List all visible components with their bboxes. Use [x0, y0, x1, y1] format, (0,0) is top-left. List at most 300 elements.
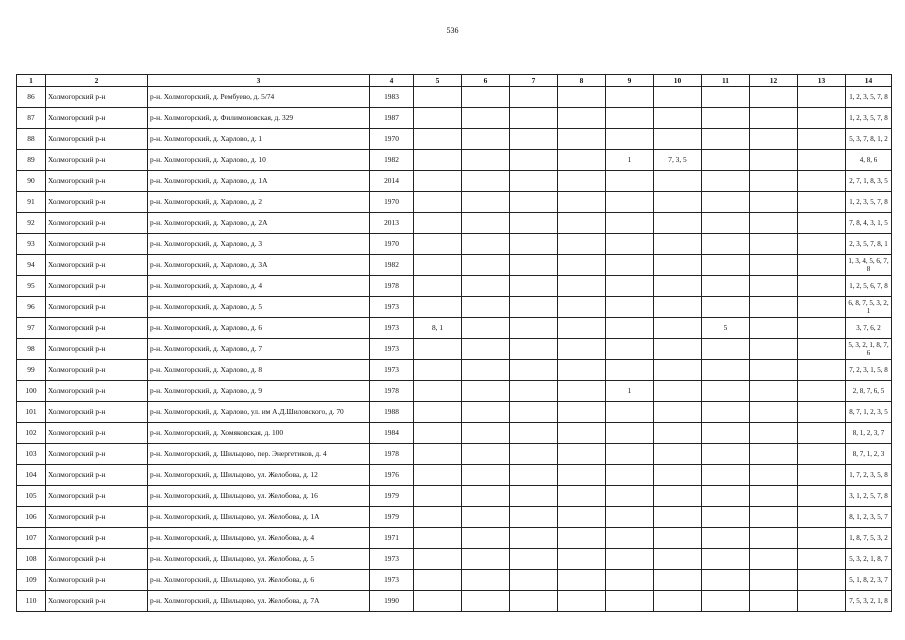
table-row: [17, 423, 892, 444]
table-cell-col-14: 2, 3, 5, 7, 8, 1: [846, 234, 892, 255]
table-cell-col-3: р-н. Холмогорский, д. Шильцово, ул. Желобова, д. 12: [148, 465, 370, 486]
table-cell-col-7: [510, 129, 558, 150]
table-cell-col-4: 1970: [370, 234, 414, 255]
table-cell-col-1: 94: [17, 255, 46, 276]
table-cell-col-5: [414, 276, 462, 297]
table-cell-col-5: [414, 528, 462, 549]
page-number: 536: [446, 26, 459, 35]
table-cell-col-9: [606, 192, 654, 213]
table-cell-col-11: [702, 465, 750, 486]
table-cell-col-9: [606, 297, 654, 318]
table-cell-col-13: [798, 444, 846, 465]
table-cell-col-12: [750, 528, 798, 549]
table-cell-col-13: [798, 570, 846, 591]
table-row: [17, 171, 892, 192]
table-cell-col-4: 1987: [370, 108, 414, 129]
table-cell-col-9: [606, 339, 654, 360]
table-cell-col-12: [750, 87, 798, 108]
table-cell-col-6: [462, 360, 510, 381]
table-cell-col-13: [798, 402, 846, 423]
table-cell-col-4: 1990: [370, 591, 414, 612]
table-cell-col-14: 3, 7, 6, 2: [846, 318, 892, 339]
table-cell-col-3: р-н. Холмогорский, д. Харлово, д. 9: [148, 381, 370, 402]
table-cell-col-1: 101: [17, 402, 46, 423]
table-cell-col-4: 1970: [370, 129, 414, 150]
table-cell-col-13: [798, 591, 846, 612]
table-cell-col-6: [462, 381, 510, 402]
table-cell-col-2: Холмогорский р-н: [46, 234, 148, 255]
table-cell-col-2: Холмогорский р-н: [46, 213, 148, 234]
table-cell-col-4: 1983: [370, 87, 414, 108]
table-row: [17, 528, 892, 549]
table-cell-col-7: [510, 171, 558, 192]
table-cell-col-3: р-н. Холмогорский, д. Харлово, д. 4: [148, 276, 370, 297]
table-row: [17, 318, 892, 339]
table-cell-col-13: [798, 171, 846, 192]
table-cell-col-4: 1970: [370, 192, 414, 213]
table-header-row: [17, 75, 892, 87]
table-cell-col-12: [750, 129, 798, 150]
table-cell-col-9: [606, 549, 654, 570]
table-row: [17, 276, 892, 297]
table-cell-col-2: Холмогорский р-н: [46, 423, 148, 444]
table-cell-col-9: [606, 465, 654, 486]
table-cell-col-3: р-н. Холмогорский, д. Филимоновская, д. 329: [148, 108, 370, 129]
table-cell-col-12: [750, 486, 798, 507]
table-cell-col-14: 8, 1, 2, 3, 7: [846, 423, 892, 444]
table-cell-col-6: [462, 507, 510, 528]
table-cell-col-3: р-н. Холмогорский, д. Шильцово, пер. Энергетиков, д. 4: [148, 444, 370, 465]
table-cell-col-13: [798, 213, 846, 234]
table-cell-col-6: [462, 150, 510, 171]
table-cell-col-8: [558, 213, 606, 234]
table-cell-col-8: [558, 402, 606, 423]
table-cell-col-14: 1, 3, 4, 5, 6, 7, 8: [846, 255, 892, 276]
table-cell-col-1: 87: [17, 108, 46, 129]
table-cell-col-6: [462, 591, 510, 612]
table-cell-col-10: [654, 255, 702, 276]
table-cell-col-9: [606, 591, 654, 612]
table-cell-col-12: [750, 360, 798, 381]
table-cell-col-2: Холмогорский р-н: [46, 192, 148, 213]
table-cell-col-8: [558, 150, 606, 171]
table-cell-col-13: [798, 507, 846, 528]
table-cell-col-13: [798, 192, 846, 213]
table-cell-col-4: 1978: [370, 276, 414, 297]
table-cell-col-6: [462, 486, 510, 507]
table-cell-col-12: [750, 297, 798, 318]
table-row: [17, 213, 892, 234]
column-header: 8: [558, 75, 606, 87]
table-row: [17, 465, 892, 486]
table-cell-col-10: [654, 549, 702, 570]
table-cell-col-14: 7, 2, 3, 1, 5, 8: [846, 360, 892, 381]
table-cell-col-5: [414, 129, 462, 150]
table-cell-col-14: 5, 3, 7, 8, 1, 2: [846, 129, 892, 150]
table-cell-col-13: [798, 549, 846, 570]
table-cell-col-5: 8, 1: [414, 318, 462, 339]
table-cell-col-12: [750, 507, 798, 528]
table-cell-col-13: [798, 255, 846, 276]
table-cell-col-12: [750, 465, 798, 486]
table-cell-col-14: 5, 1, 8, 2, 3, 7: [846, 570, 892, 591]
table-cell-col-12: [750, 591, 798, 612]
table-cell-col-9: [606, 108, 654, 129]
table-cell-col-11: [702, 150, 750, 171]
table-row: [17, 192, 892, 213]
table-cell-col-5: [414, 570, 462, 591]
table-cell-col-6: [462, 339, 510, 360]
table-cell-col-13: [798, 339, 846, 360]
table-cell-col-10: [654, 339, 702, 360]
table-cell-col-4: 1978: [370, 444, 414, 465]
table-cell-col-8: [558, 528, 606, 549]
table-cell-col-3: р-н. Холмогорский, д. Шильцово, ул. Желобова, д. 5: [148, 549, 370, 570]
table-cell-col-1: 97: [17, 318, 46, 339]
table-cell-col-8: [558, 171, 606, 192]
table-cell-col-4: 1979: [370, 507, 414, 528]
table-cell-col-5: [414, 213, 462, 234]
table-cell-col-2: Холмогорский р-н: [46, 528, 148, 549]
table-cell-col-14: 1, 2, 3, 5, 7, 8: [846, 192, 892, 213]
table-cell-col-14: 5, 3, 2, 1, 8, 7, 6: [846, 339, 892, 360]
table-cell-col-11: [702, 570, 750, 591]
table-row: [17, 255, 892, 276]
table-cell-col-10: [654, 129, 702, 150]
table-cell-col-11: [702, 528, 750, 549]
table-cell-col-8: [558, 318, 606, 339]
table-cell-col-2: Холмогорский р-н: [46, 507, 148, 528]
table-cell-col-11: [702, 486, 750, 507]
table-cell-col-12: [750, 318, 798, 339]
table-cell-col-10: [654, 213, 702, 234]
table-cell-col-2: Холмогорский р-н: [46, 255, 148, 276]
table-cell-col-10: [654, 423, 702, 444]
table-cell-col-8: [558, 591, 606, 612]
table-cell-col-1: 96: [17, 297, 46, 318]
table-cell-col-11: 5: [702, 318, 750, 339]
table-cell-col-4: 1973: [370, 339, 414, 360]
table-cell-col-11: [702, 297, 750, 318]
table-cell-col-5: [414, 297, 462, 318]
table-cell-col-4: 1973: [370, 549, 414, 570]
table-row: [17, 507, 892, 528]
table-cell-col-6: [462, 276, 510, 297]
table-cell-col-3: р-н. Холмогорский, д. Харлово, д. 5: [148, 297, 370, 318]
table-cell-col-13: [798, 465, 846, 486]
table-cell-col-4: 1973: [370, 570, 414, 591]
table-cell-col-7: [510, 549, 558, 570]
table-cell-col-1: 105: [17, 486, 46, 507]
table-cell-col-3: р-н. Холмогорский, д. Харлово, д. 6: [148, 318, 370, 339]
table-body: [17, 87, 892, 612]
table-cell-col-13: [798, 129, 846, 150]
table-row: [17, 150, 892, 171]
table-cell-col-1: 103: [17, 444, 46, 465]
table-cell-col-14: 7, 8, 4, 3, 1, 5: [846, 213, 892, 234]
table-cell-col-5: [414, 360, 462, 381]
table-cell-col-11: [702, 339, 750, 360]
table-cell-col-7: [510, 339, 558, 360]
column-header: 2: [46, 75, 148, 87]
table-cell-col-10: [654, 171, 702, 192]
table-cell-col-13: [798, 486, 846, 507]
table-cell-col-7: [510, 570, 558, 591]
table-row: [17, 129, 892, 150]
table-cell-col-6: [462, 171, 510, 192]
table-cell-col-13: [798, 150, 846, 171]
table-cell-col-14: 6, 8, 7, 5, 3, 2, 1: [846, 297, 892, 318]
table-row: [17, 339, 892, 360]
table-cell-col-14: 2, 7, 1, 8, 3, 5: [846, 171, 892, 192]
table-cell-col-9: [606, 171, 654, 192]
table-cell-col-11: [702, 192, 750, 213]
table-cell-col-12: [750, 213, 798, 234]
table-cell-col-5: [414, 108, 462, 129]
table-cell-col-1: 106: [17, 507, 46, 528]
table-cell-col-10: [654, 360, 702, 381]
table-cell-col-9: [606, 255, 654, 276]
table-cell-col-5: [414, 507, 462, 528]
table-cell-col-1: 102: [17, 423, 46, 444]
table-cell-col-2: Холмогорский р-н: [46, 87, 148, 108]
table-cell-col-9: [606, 87, 654, 108]
table-cell-col-9: [606, 423, 654, 444]
table-cell-col-5: [414, 444, 462, 465]
table-cell-col-5: [414, 171, 462, 192]
table-cell-col-12: [750, 108, 798, 129]
column-header: 3: [148, 75, 370, 87]
table-cell-col-1: 110: [17, 591, 46, 612]
table-row: [17, 381, 892, 402]
table-cell-col-10: [654, 591, 702, 612]
table-cell-col-5: [414, 402, 462, 423]
table-cell-col-7: [510, 402, 558, 423]
table-cell-col-9: [606, 234, 654, 255]
table-cell-col-7: [510, 276, 558, 297]
table-cell-col-9: [606, 213, 654, 234]
table-cell-col-3: р-н. Холмогорский, д. Харлово, д. 8: [148, 360, 370, 381]
table-cell-col-9: [606, 444, 654, 465]
table-cell-col-3: р-н. Холмогорский, д. Харлово, д. 3: [148, 234, 370, 255]
table-cell-col-10: [654, 570, 702, 591]
table-cell-col-4: 1978: [370, 381, 414, 402]
table-cell-col-11: [702, 108, 750, 129]
table-cell-col-14: 8, 7, 1, 2, 3: [846, 444, 892, 465]
table-row: [17, 591, 892, 612]
table-cell-col-12: [750, 234, 798, 255]
table-cell-col-5: [414, 234, 462, 255]
table-row: [17, 570, 892, 591]
table-cell-col-1: 100: [17, 381, 46, 402]
table-cell-col-5: [414, 339, 462, 360]
table-row: [17, 402, 892, 423]
table-cell-col-8: [558, 87, 606, 108]
table-cell-col-2: Холмогорский р-н: [46, 297, 148, 318]
table-cell-col-3: р-н. Холмогорский, д. Харлово, д. 1А: [148, 171, 370, 192]
column-header: 1: [17, 75, 46, 87]
table-cell-col-12: [750, 192, 798, 213]
table-cell-col-3: р-н. Холмогорский, д. Шильцово, ул. Желобова, д. 6: [148, 570, 370, 591]
table-cell-col-12: [750, 171, 798, 192]
table-row: [17, 87, 892, 108]
table-cell-col-10: [654, 108, 702, 129]
column-header: 12: [750, 75, 798, 87]
table-cell-col-8: [558, 339, 606, 360]
table-cell-col-8: [558, 276, 606, 297]
table-cell-col-14: 7, 5, 3, 2, 1, 8: [846, 591, 892, 612]
table-cell-col-6: [462, 213, 510, 234]
table-cell-col-2: Холмогорский р-н: [46, 444, 148, 465]
table-cell-col-6: [462, 255, 510, 276]
table-cell-col-14: 1, 7, 2, 3, 5, 8: [846, 465, 892, 486]
table-cell-col-10: [654, 297, 702, 318]
table-cell-col-14: 5, 3, 2, 1, 8, 7: [846, 549, 892, 570]
table-cell-col-5: [414, 192, 462, 213]
table-cell-col-11: [702, 402, 750, 423]
table-cell-col-13: [798, 360, 846, 381]
table-cell-col-9: 1: [606, 150, 654, 171]
table-cell-col-4: 1982: [370, 150, 414, 171]
table-cell-col-10: [654, 381, 702, 402]
table-cell-col-8: [558, 444, 606, 465]
table-cell-col-2: Холмогорский р-н: [46, 402, 148, 423]
table-cell-col-8: [558, 234, 606, 255]
column-header: 4: [370, 75, 414, 87]
table-cell-col-7: [510, 528, 558, 549]
table-cell-col-6: [462, 297, 510, 318]
table-cell-col-10: [654, 444, 702, 465]
table-cell-col-9: [606, 507, 654, 528]
table-cell-col-12: [750, 402, 798, 423]
table-cell-col-3: р-н. Холмогорский, д. Харлово, д. 2: [148, 192, 370, 213]
table-cell-col-3: р-н. Холмогорский, д. Харлово, ул. им А.Д.Шиловского, д. 70: [148, 402, 370, 423]
table-cell-col-14: 1, 2, 3, 5, 7, 8: [846, 87, 892, 108]
table-cell-col-11: [702, 360, 750, 381]
table-cell-col-10: [654, 507, 702, 528]
table-cell-col-7: [510, 150, 558, 171]
table-cell-col-10: [654, 192, 702, 213]
table-cell-col-12: [750, 549, 798, 570]
table-cell-col-3: р-н. Холмогорский, д. Хомяковская, д. 100: [148, 423, 370, 444]
table-cell-col-12: [750, 339, 798, 360]
table-row: [17, 108, 892, 129]
table-cell-col-11: [702, 255, 750, 276]
table-cell-col-13: [798, 528, 846, 549]
table-cell-col-11: [702, 444, 750, 465]
table-cell-col-8: [558, 570, 606, 591]
table-cell-col-7: [510, 423, 558, 444]
table-cell-col-11: [702, 129, 750, 150]
table-cell-col-8: [558, 108, 606, 129]
table-cell-col-4: 1973: [370, 360, 414, 381]
column-header: 5: [414, 75, 462, 87]
table-cell-col-11: [702, 276, 750, 297]
table-cell-col-1: 104: [17, 465, 46, 486]
table-cell-col-10: [654, 234, 702, 255]
table-cell-col-13: [798, 276, 846, 297]
table-cell-col-8: [558, 192, 606, 213]
table-cell-col-1: 93: [17, 234, 46, 255]
table-cell-col-7: [510, 507, 558, 528]
table-cell-col-5: [414, 255, 462, 276]
table-cell-col-12: [750, 423, 798, 444]
table-cell-col-1: 109: [17, 570, 46, 591]
table-cell-col-4: 1982: [370, 255, 414, 276]
table-cell-col-2: Холмогорский р-н: [46, 570, 148, 591]
table-cell-col-7: [510, 87, 558, 108]
table-cell-col-12: [750, 150, 798, 171]
table-cell-col-13: [798, 318, 846, 339]
table-cell-col-3: р-н. Холмогорский, д. Харлово, д. 2А: [148, 213, 370, 234]
table-cell-col-6: [462, 549, 510, 570]
table-cell-col-4: 1973: [370, 297, 414, 318]
table-cell-col-7: [510, 234, 558, 255]
table-cell-col-7: [510, 444, 558, 465]
table-cell-col-1: 86: [17, 87, 46, 108]
table-cell-col-10: [654, 87, 702, 108]
table-cell-col-14: 1, 2, 5, 6, 7, 8: [846, 276, 892, 297]
table-row: [17, 549, 892, 570]
table-cell-col-3: р-н. Холмогорский, д. Шильцово, ул. Желобова, д. 7А: [148, 591, 370, 612]
table-cell-col-9: [606, 402, 654, 423]
table-cell-col-1: 92: [17, 213, 46, 234]
table-cell-col-11: [702, 591, 750, 612]
table-cell-col-8: [558, 549, 606, 570]
table-cell-col-10: [654, 528, 702, 549]
housing-registry-table: [16, 74, 892, 612]
table-cell-col-1: 108: [17, 549, 46, 570]
table-cell-col-7: [510, 360, 558, 381]
table-cell-col-2: Холмогорский р-н: [46, 150, 148, 171]
table-cell-col-4: 2014: [370, 171, 414, 192]
column-header: 6: [462, 75, 510, 87]
table-cell-col-3: р-н. Холмогорский, д. Харлово, д. 1: [148, 129, 370, 150]
column-header: 10: [654, 75, 702, 87]
table-cell-col-8: [558, 381, 606, 402]
table-cell-col-10: [654, 486, 702, 507]
table-cell-col-7: [510, 486, 558, 507]
table-cell-col-2: Холмогорский р-н: [46, 549, 148, 570]
table-cell-col-3: р-н. Холмогорский, д. Харлово, д. 3А: [148, 255, 370, 276]
table-cell-col-14: 1, 8, 7, 5, 3, 2: [846, 528, 892, 549]
table-row: [17, 444, 892, 465]
table-cell-col-4: 1988: [370, 402, 414, 423]
table-row: [17, 360, 892, 381]
table-cell-col-4: 1971: [370, 528, 414, 549]
table-cell-col-7: [510, 192, 558, 213]
table-cell-col-13: [798, 87, 846, 108]
table-cell-col-11: [702, 234, 750, 255]
table-cell-col-10: 7, 3, 5: [654, 150, 702, 171]
table-cell-col-7: [510, 591, 558, 612]
table-cell-col-2: Холмогорский р-н: [46, 486, 148, 507]
table-cell-col-13: [798, 108, 846, 129]
column-header: 9: [606, 75, 654, 87]
table-cell-col-4: 1973: [370, 318, 414, 339]
table-cell-col-11: [702, 423, 750, 444]
table-cell-col-9: [606, 129, 654, 150]
table-cell-col-12: [750, 444, 798, 465]
table-cell-col-14: 1, 2, 3, 5, 7, 8: [846, 108, 892, 129]
table-cell-col-9: [606, 318, 654, 339]
table-cell-col-9: 1: [606, 381, 654, 402]
table-cell-col-8: [558, 423, 606, 444]
table-cell-col-2: Холмогорский р-н: [46, 129, 148, 150]
table-cell-col-3: р-н. Холмогорский, д. Шильцово, ул. Желобова, д. 16: [148, 486, 370, 507]
table-cell-col-5: [414, 465, 462, 486]
table-cell-col-10: [654, 276, 702, 297]
